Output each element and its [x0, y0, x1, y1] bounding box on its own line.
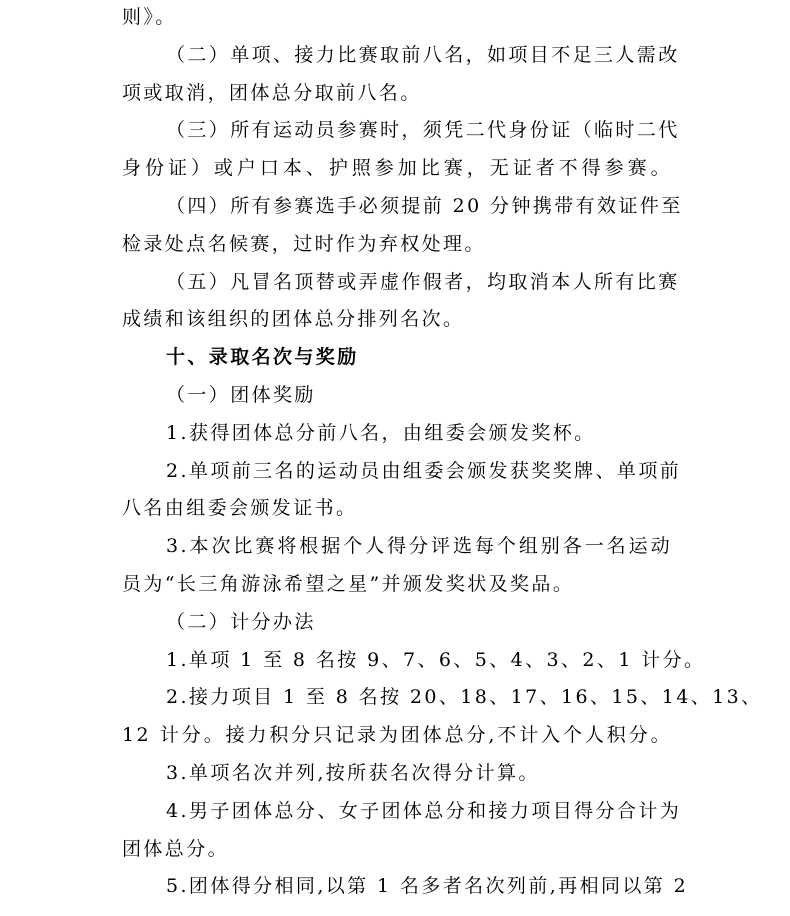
- text-line: 5.团体得分相同,以第 1 名多者名次列前,再相同以第 2: [166, 875, 689, 898]
- text-line: 2.单项前三名的运动员由组委会颁发获奖奖牌、单项前: [166, 459, 682, 482]
- text-line: 员为“长三角游泳希望之星”并颁发奖状及奖品。: [122, 573, 575, 595]
- text-line: 团体总分。: [122, 837, 230, 860]
- text-line: 4.男子团体总分、女子团体总分和接力项目得分合计为: [166, 799, 682, 822]
- text-line: 2.接力项目 1 至 8 名按 20、18、17、16、15、14、13、: [166, 686, 763, 709]
- section-heading: 十、录取名次与奖励: [166, 346, 359, 369]
- text-line: 1.单项 1 至 8 名按 9、7、6、5、4、3、2、1 计分。: [166, 648, 706, 671]
- text-line: （二）计分办法: [166, 610, 316, 633]
- text-line: （五）凡冒名顶替或弄虚作假者，均取消本人所有比赛: [166, 270, 680, 293]
- text-line: 12 计分。接力积分只记录为团体总分,不计入个人积分。: [122, 724, 672, 747]
- text-line: 3.本次比赛将根据个人得分评选每个组别各一名运动: [166, 535, 672, 558]
- text-line: （一）团体奖励: [166, 384, 316, 406]
- text-line: （四）所有参赛选手必须提前 20 分钟携带有效证件至: [166, 195, 683, 217]
- text-line: 八名由组委会颁发证书。: [122, 497, 358, 520]
- text-line: 检录处点名候赛，过时作为弃权处理。: [122, 232, 486, 255]
- text-line: 身份证）或户口本、护照参加比赛，无证者不得参赛。: [122, 157, 672, 180]
- text-line: 项或取消，团体总分取前八名。: [122, 81, 422, 104]
- text-line: 成绩和该组织的团体总分排列名次。: [122, 308, 465, 331]
- text-line: 1.获得团体总分前八名，由组委会颁发奖杯。: [166, 421, 596, 444]
- text-line: （二）单项、接力比赛取前八名，如项目不足三人需改: [166, 43, 680, 66]
- text-line: （三）所有运动员参赛时，须凭二代身份证（临时二代: [166, 119, 680, 142]
- text-line: 3.单项名次并列,按所获名次得分计算。: [166, 762, 540, 784]
- text-line: 则》。: [122, 6, 177, 28]
